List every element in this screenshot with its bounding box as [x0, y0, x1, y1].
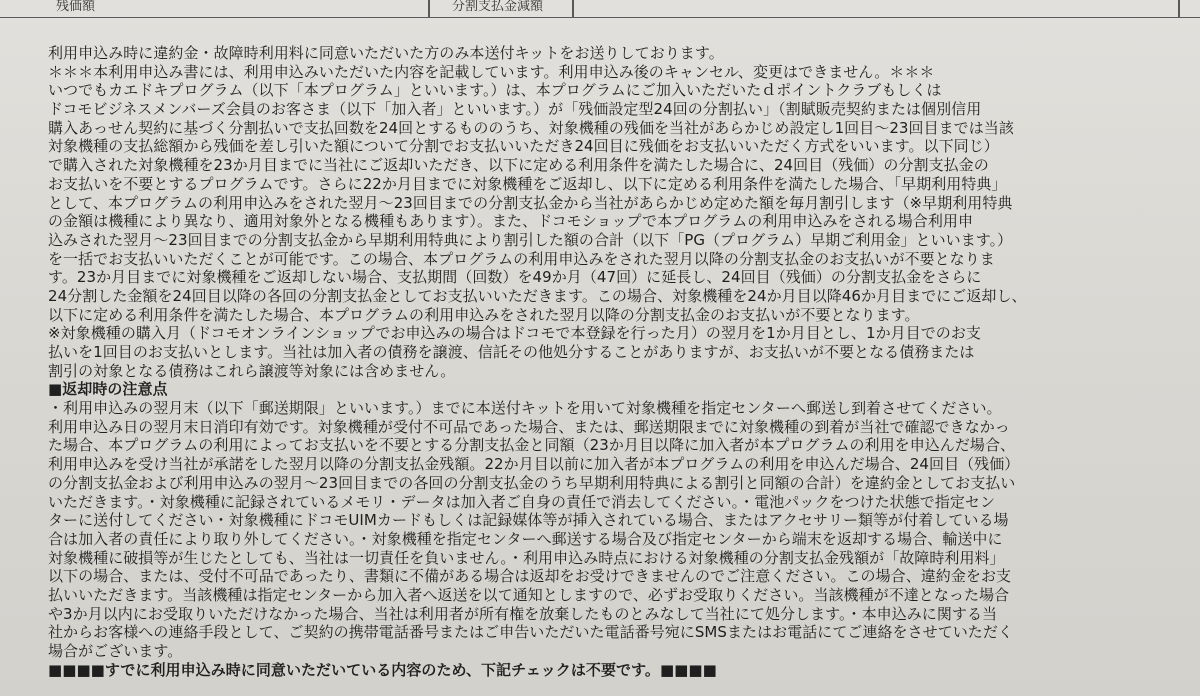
table-divider — [1178, 0, 1180, 17]
terms-text-block — [48, 44, 1193, 679]
terms-line: 社からお客様への連絡手段として、ご契約の携帯電話番号またはご申告いただいた電話番号宛にSMSまたはお電話にてご連絡をさせていただく — [48, 623, 1013, 642]
terms-line: 利用申込みを受け当社が承諾をした翌月以降の分割支払金残額。22か月目以前に加入者が本プログラムの利用を申込んだ場合、24回目（残価） — [48, 455, 1020, 474]
table-cell-installment-reduction: 分割支払金減額 — [452, 0, 544, 14]
terms-line: ＊＊＊本利用申込み書には、利用申込みいただいた内容を記載しています。利用申込み後のキャンセル、変更はできません。＊＊＊ — [48, 62, 935, 81]
terms-line: の金額は機種により異なり、適用対象外となる機種もあります）。また、ドコモショップで本プログラムの利用申込みをされる場合利用申 — [48, 212, 974, 231]
terms-line: や3か月以内にお受取りいただけなかった場合、当社は利用者が所有権を放棄したものとみなして当社にて処分します。・本申込みに関する当 — [48, 604, 998, 623]
terms-line: ・利用申込みの翌月末（以下「郵送期限」といいます。）までに本送付キットを用いて対象機種を指定センターへ郵送し到着させてください。 — [48, 399, 1002, 418]
terms-line: 合は加入者の責任により取り外してください。・対象機種を指定センターへ郵送する場合及び指定センターから端末を返却する場合、輸送中に — [48, 529, 1003, 548]
terms-line: す。23か月目までに対象機種をご返却しない場合、支払期間（回数）を49か月（47回）に延長し、24回目（残価）の分割支払金をさらに — [48, 268, 982, 287]
terms-line: 購入あっせん契約に基づく分割払いで支払回数を24回とするもののうち、対象機種の残価を当社があらかじめ設定し1回目～23回目までは当該 — [48, 118, 1014, 137]
terms-line: の分割支払金および利用申込みの翌月～23回目までの各回の分割支払金のうち早期利用特典による割引と同額の合計）を違約金としてお支払い — [48, 473, 1016, 492]
terms-line: 割引の対象となる債務はこれら譲渡等対象には含めません。 — [48, 361, 456, 380]
terms-line: ドコモビジネスメンバーズ会員のお客さま（以下「加入者」といいます。）が「残価設定型24回の分割払い」（割賦販売契約または個別信用 — [48, 100, 982, 119]
section-heading-return-notes: ■返却時の注意点 — [48, 380, 168, 399]
terms-line: 以下に定める利用条件を満たした場合、本プログラムの利用申込みをされた翌月以降の分割支払金のお支払いが不要となります。 — [48, 305, 920, 324]
terms-line: 利用申込み日の翌月末日消印有効です。対象機種が受付不可品であった場合、または、郵送期限までに対象機種の到着が当社で確認できなかっ — [48, 417, 1010, 436]
terms-line: 払いを1回目のお支払いとします。当社は加入者の債務を譲渡、信託その他処分することがありますが、お支払いが不要となる債務または — [48, 343, 975, 361]
terms-line: 対象機種の支払総額から残価を差し引いた額について分割でお支払いいただき24回目に残価をお支払いいただく方式をいいます。以下同じ） — [48, 137, 999, 156]
terms-line: ターに送付してください・対象機種にドコモUIMカードもしくは記録媒体等が挿入されている場合、またはアクセサリー類等が付着している場 — [48, 511, 1009, 530]
check-not-required-notice: ■■■■すでに利用申込み時に同意いただいている内容のため、下記チェックは不要です。■■■■ — [48, 660, 717, 679]
terms-line: として、本プログラムの利用申込みをされた翌月～23回目までの分割支払金から当社があらかじめ定めた額を毎月割引します（※早期利用特典 — [48, 193, 1013, 212]
table-divider — [428, 0, 430, 17]
terms-line: 利用申込み時に違約金・故障時利用料に同意いただいた方のみ本送付キットをお送りしております。 — [48, 44, 724, 62]
top-summary-table — [0, 0, 1200, 18]
terms-line: ※対象機種の購入月（ドコモオンラインショップでお申込みの場合はドコモで本登録を行った月）の翌月を1か月目とし、1か月目でのお支 — [48, 324, 981, 343]
terms-line: 場合がございます。 — [48, 642, 183, 660]
terms-line: いつでもカエドキプログラム（以下「本プログラム」といいます。）は、本プログラムにご加入いただいたｄポイントクラブもしくは — [48, 81, 942, 100]
terms-line: 24分割した金額を24回目以降の各回の分割支払金としてお支払いいただきます。この場合、対象機種を24か月目以降46か月目までにご返却し、 — [48, 286, 1027, 305]
table-divider — [572, 0, 574, 17]
table-cell-residual-value: 残価額 — [56, 0, 96, 14]
terms-line: 込みされた翌月～23回目までの分割支払金から早期利用特典により割引した額の合計（以下「PG（プログラム）早期ご利用金」といいます。） — [48, 230, 1013, 249]
terms-line: 払いいただきます。当該機種は指定センターから加入者へ返送を以て通知としますので、必ずお受取りください。当該機種が不達となった場合 — [48, 585, 1010, 604]
terms-line: いただきます。・対象機種に記録されているメモリ・データは加入者ご自身の責任で消去してください。・電池パックをつけた状態で指定セン — [48, 492, 996, 511]
terms-line: た場合、本プログラムの利用によってお支払いを不要とする分割支払金と同額（23か月目以降に加入者が本プログラムの利用を申込んだ場合、 — [48, 436, 1016, 455]
terms-line: 対象機種に破損等が生じたとしても、当社は一切責任を負いません。・利用申込み時点における対象機種の分割支払金残額が「故障時利用料」 — [48, 548, 1005, 567]
terms-line: で購入された対象機種を23か月目までに当社にご返却いただき、以下に定める利用条件を満たした場合に、24回目（残価）の分割支払金の — [48, 156, 989, 175]
terms-line: お支払いを不要とするプログラムです。さらに22か月目までに対象機種をご返却し、以下に定める利用条件を満たした場合、「早期利用特典」 — [48, 174, 1007, 193]
terms-line: 以下の場合、または、受付不可品であったり、書類に不備がある場合は返却をお受けできませんのでご注意ください。この場合、違約金をお支 — [48, 567, 1012, 586]
terms-line: を一括でお支払いいただくことが可能です。この場合、本プログラムの利用申込みをされた翌月以降の分割支払金のお支払いが不要となりま — [48, 249, 995, 268]
